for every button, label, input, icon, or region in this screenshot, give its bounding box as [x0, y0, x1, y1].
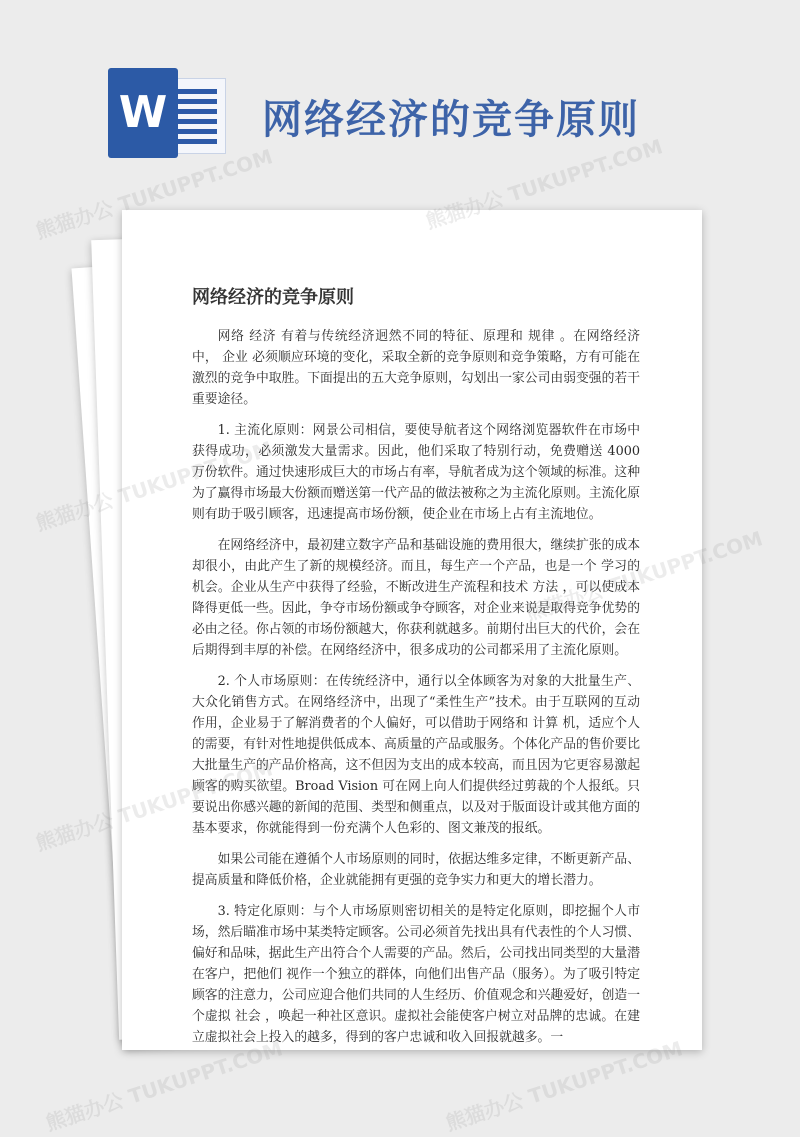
watermark: 熊猫办公: [32, 808, 117, 856]
paragraph-specialization-principle: 3. 特定化原则：与个人市场原则密切相关的是特定化原则，即挖掘个人市场，然后瞄准市场中某类特定顾客。公司必须首先找出具有代表性的个人习惯、偏好和品味，据此生产出符合个人需要的产品。然后，公司找出同类型的大量潜在客户，把他们 视作一个独立的群体，向他们出售产品（服务）。为了吸引特定顾客的注意力，公司应迎合他们共同的人生经历、价值观念和兴趣爱好，创造一个虚拟 社会 ，唤起一种社区意识。虚拟社会能使客户树立对品牌的忠诚。在建立虚拟社会上投入的越多，得到的客户忠诚和收入回报就越多。一: [192, 904, 640, 1045]
document-title: 网络经济的竞争原则: [192, 287, 354, 308]
watermark: 熊猫办公 TUKUPPT.COM: [42, 1036, 286, 1136]
watermark: 熊猫办公 TUKUPPT.COM: [32, 144, 276, 244]
banner-title: 网络经济的竞争原则: [262, 96, 640, 143]
paragraph-personal-market-principle: 2. 个人市场原则：在传统经济中，通行以全体顾客为对象的大批量生产、大众化销售方式。在网络经济中，出现了“柔性生产”技术。由于互联网的互动作用，企业易于了解消费者的个人偏好，可以借助于网络和 计算 机，适应个人的需要，有针对性地提供低成本、高质量的产品或服务。个体化产品的售价要比大批量生产的产品价格高，这不但因为支出的成本较高，而且因为它更容易激起顾客的购买欲望。Broad Vision 可在网上向人们提供经过剪裁的个人报纸。只要说出你感兴趣的新闻的范围、类型和侧重点，以及对于版面设计或其他方面的基本要求，你就能得到一份充满个人色彩的、图文兼茂的报纸。: [192, 674, 640, 836]
paragraph-scale-economy: 在网络经济中，最初建立数字产品和基础设施的费用很大，继续扩张的成本却很小，由此产生了新的规模经济。而且，每生产一个产品，也是一个 学习的机会。企业从生产中获得了经验，不断改进生产流程和技术 方法 ，可以使成本降得更低一些。因此，争夺市场份额或争夺顾客，对企业来说是取得竞争优势的必由之径。你占领的市场份额越大，你获利就越多。前期付出巨大的代价，会在后期得到丰厚的补偿。在网络经济中，很多成功的公司都采用了主流化原则。: [192, 538, 640, 658]
word-logo-badge: W: [108, 68, 178, 158]
paragraph-davidow-law: 如果公司能在遵循个人市场原则的同时，依据达维多定律，不断更新产品、提高质量和降低价格，企业就能拥有更强的竞争实力和更大的增长潜力。: [192, 852, 640, 888]
watermark: 熊猫办公 TUKUPPT.COM: [422, 134, 666, 234]
watermark: 熊猫办公: [32, 488, 117, 536]
word-document-icon: [108, 68, 228, 158]
paragraph-mainstream-principle: 1. 主流化原则：网景公司相信，要使导航者这个网络浏览器软件在市场中获得成功，必须激发大量需求。因此，他们采取了特别行动，免费赠送 4000 万份软件。通过快速形成巨大的市场占有率，导航者成为这个领域的标准。这种为了赢得市场最大份额而赠送第一代产品的做法被称之为主流化原则。主流化原则有助于吸引顾客，迅速提高市场份额，使企业在市场上占有主流地位。: [192, 423, 640, 522]
document-body: [192, 326, 640, 1058]
paragraph-intro: 网络 经济 有着与传统经济迥然不同的特征、原理和 规律 。在网络经济中， 企业 必须顺应环境的变化，采取全新的竞争原则和竞争策略，方有可能在激烈的竞争中取胜。下面提出的五大竞争原则，勾划出一家公司由弱变强的若干重要途径。: [192, 329, 640, 407]
watermark: 熊猫办公 TUKUPPT.COM: [442, 1036, 686, 1136]
banner-header: [0, 0, 800, 200]
